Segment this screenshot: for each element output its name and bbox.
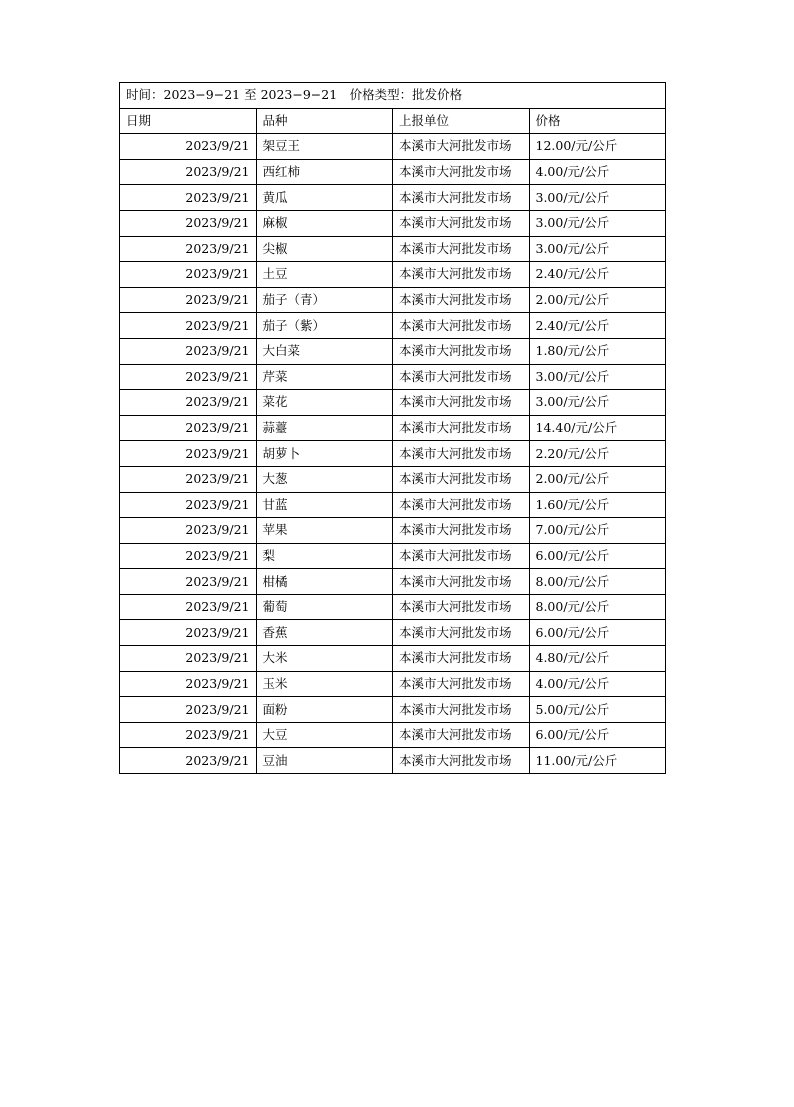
table-row [120, 415, 666, 441]
cell-unit: 本溪市大河批发市场 [393, 185, 530, 211]
cell-date: 2023/9/21 [120, 722, 257, 748]
cell-unit: 本溪市大河批发市场 [393, 722, 530, 748]
cell-unit: 本溪市大河批发市场 [393, 620, 530, 646]
cell-date: 2023/9/21 [120, 697, 257, 723]
cell-variety: 豆油 [256, 748, 393, 774]
table-row [120, 159, 666, 185]
column-header-variety: 品种 [256, 108, 393, 134]
cell-unit: 本溪市大河批发市场 [393, 134, 530, 160]
cell-variety: 香蕉 [256, 620, 393, 646]
cell-variety: 芹菜 [256, 364, 393, 390]
cell-variety: 土豆 [256, 262, 393, 288]
cell-unit: 本溪市大河批发市场 [393, 697, 530, 723]
cell-variety: 玉米 [256, 671, 393, 697]
cell-unit: 本溪市大河批发市场 [393, 543, 530, 569]
cell-unit: 本溪市大河批发市场 [393, 441, 530, 467]
table-row [120, 543, 666, 569]
cell-unit: 本溪市大河批发市场 [393, 210, 530, 236]
table-row [120, 722, 666, 748]
cell-unit: 本溪市大河批发市场 [393, 338, 530, 364]
cell-variety: 黄瓜 [256, 185, 393, 211]
cell-unit: 本溪市大河批发市场 [393, 262, 530, 288]
cell-price: 2.00/元/公斤 [529, 287, 666, 313]
table-row [120, 620, 666, 646]
cell-variety: 茄子（青） [256, 287, 393, 313]
cell-price: 1.60/元/公斤 [529, 492, 666, 518]
cell-date: 2023/9/21 [120, 594, 257, 620]
cell-date: 2023/9/21 [120, 159, 257, 185]
cell-variety: 菜花 [256, 390, 393, 416]
cell-variety: 苹果 [256, 518, 393, 544]
cell-variety: 大豆 [256, 722, 393, 748]
table-row [120, 518, 666, 544]
table-row [120, 441, 666, 467]
cell-price: 2.00/元/公斤 [529, 466, 666, 492]
cell-price: 3.00/元/公斤 [529, 210, 666, 236]
cell-date: 2023/9/21 [120, 569, 257, 595]
header-row [120, 108, 666, 134]
cell-price: 2.40/元/公斤 [529, 313, 666, 339]
table-row [120, 671, 666, 697]
cell-price: 3.00/元/公斤 [529, 364, 666, 390]
cell-unit: 本溪市大河批发市场 [393, 569, 530, 595]
table-row [120, 236, 666, 262]
cell-date: 2023/9/21 [120, 287, 257, 313]
table-row [120, 594, 666, 620]
cell-price: 14.40/元/公斤 [529, 415, 666, 441]
table-row [120, 748, 666, 774]
table-row [120, 210, 666, 236]
cell-price: 5.00/元/公斤 [529, 697, 666, 723]
cell-date: 2023/9/21 [120, 492, 257, 518]
cell-unit: 本溪市大河批发市场 [393, 594, 530, 620]
cell-variety: 甘蓝 [256, 492, 393, 518]
cell-unit: 本溪市大河批发市场 [393, 390, 530, 416]
cell-date: 2023/9/21 [120, 313, 257, 339]
cell-unit: 本溪市大河批发市场 [393, 159, 530, 185]
cell-price: 6.00/元/公斤 [529, 543, 666, 569]
cell-date: 2023/9/21 [120, 748, 257, 774]
cell-date: 2023/9/21 [120, 210, 257, 236]
cell-price: 6.00/元/公斤 [529, 722, 666, 748]
cell-date: 2023/9/21 [120, 620, 257, 646]
cell-variety: 架豆王 [256, 134, 393, 160]
cell-price: 1.80/元/公斤 [529, 338, 666, 364]
cell-variety: 柑橘 [256, 569, 393, 595]
cell-unit: 本溪市大河批发市场 [393, 748, 530, 774]
cell-date: 2023/9/21 [120, 466, 257, 492]
cell-price: 7.00/元/公斤 [529, 518, 666, 544]
cell-date: 2023/9/21 [120, 338, 257, 364]
cell-date: 2023/9/21 [120, 134, 257, 160]
cell-price: 4.80/元/公斤 [529, 646, 666, 672]
cell-date: 2023/9/21 [120, 390, 257, 416]
table-row [120, 185, 666, 211]
table-row [120, 287, 666, 313]
cell-price: 2.40/元/公斤 [529, 262, 666, 288]
column-header-date: 日期 [120, 108, 257, 134]
cell-unit: 本溪市大河批发市场 [393, 646, 530, 672]
table-body [120, 83, 666, 774]
cell-variety: 西红柿 [256, 159, 393, 185]
table-row [120, 569, 666, 595]
cell-variety: 尖椒 [256, 236, 393, 262]
table-row [120, 364, 666, 390]
cell-variety: 大白菜 [256, 338, 393, 364]
cell-price: 11.00/元/公斤 [529, 748, 666, 774]
cell-price: 3.00/元/公斤 [529, 390, 666, 416]
cell-date: 2023/9/21 [120, 646, 257, 672]
cell-variety: 胡萝卜 [256, 441, 393, 467]
table-caption: 时间：2023−9−21 至 2023−9−21 价格类型：批发价格 [120, 83, 666, 109]
table-row [120, 338, 666, 364]
cell-price: 8.00/元/公斤 [529, 569, 666, 595]
cell-price: 4.00/元/公斤 [529, 671, 666, 697]
cell-price: 6.00/元/公斤 [529, 620, 666, 646]
table-row [120, 390, 666, 416]
cell-date: 2023/9/21 [120, 441, 257, 467]
column-header-unit: 上报单位 [393, 108, 530, 134]
cell-unit: 本溪市大河批发市场 [393, 287, 530, 313]
caption-row [120, 83, 666, 109]
cell-unit: 本溪市大河批发市场 [393, 236, 530, 262]
cell-date: 2023/9/21 [120, 543, 257, 569]
cell-unit: 本溪市大河批发市场 [393, 313, 530, 339]
cell-date: 2023/9/21 [120, 364, 257, 390]
table-row [120, 697, 666, 723]
cell-date: 2023/9/21 [120, 262, 257, 288]
table-row [120, 262, 666, 288]
cell-price: 3.00/元/公斤 [529, 236, 666, 262]
cell-unit: 本溪市大河批发市场 [393, 492, 530, 518]
cell-price: 12.00/元/公斤 [529, 134, 666, 160]
table-row [120, 646, 666, 672]
cell-variety: 茄子（紫） [256, 313, 393, 339]
cell-price: 4.00/元/公斤 [529, 159, 666, 185]
cell-date: 2023/9/21 [120, 185, 257, 211]
cell-unit: 本溪市大河批发市场 [393, 671, 530, 697]
cell-variety: 蒜薹 [256, 415, 393, 441]
cell-unit: 本溪市大河批发市场 [393, 364, 530, 390]
cell-variety: 梨 [256, 543, 393, 569]
cell-price: 3.00/元/公斤 [529, 185, 666, 211]
cell-price: 2.20/元/公斤 [529, 441, 666, 467]
column-header-price: 价格 [529, 108, 666, 134]
cell-variety: 麻椒 [256, 210, 393, 236]
cell-variety: 葡萄 [256, 594, 393, 620]
cell-date: 2023/9/21 [120, 415, 257, 441]
cell-date: 2023/9/21 [120, 236, 257, 262]
cell-date: 2023/9/21 [120, 518, 257, 544]
table-row [120, 492, 666, 518]
cell-variety: 面粉 [256, 697, 393, 723]
cell-price: 8.00/元/公斤 [529, 594, 666, 620]
table-row [120, 466, 666, 492]
cell-unit: 本溪市大河批发市场 [393, 518, 530, 544]
table-row [120, 313, 666, 339]
cell-variety: 大葱 [256, 466, 393, 492]
price-table [119, 82, 666, 774]
cell-unit: 本溪市大河批发市场 [393, 415, 530, 441]
cell-date: 2023/9/21 [120, 671, 257, 697]
table-row [120, 134, 666, 160]
cell-variety: 大米 [256, 646, 393, 672]
cell-unit: 本溪市大河批发市场 [393, 466, 530, 492]
